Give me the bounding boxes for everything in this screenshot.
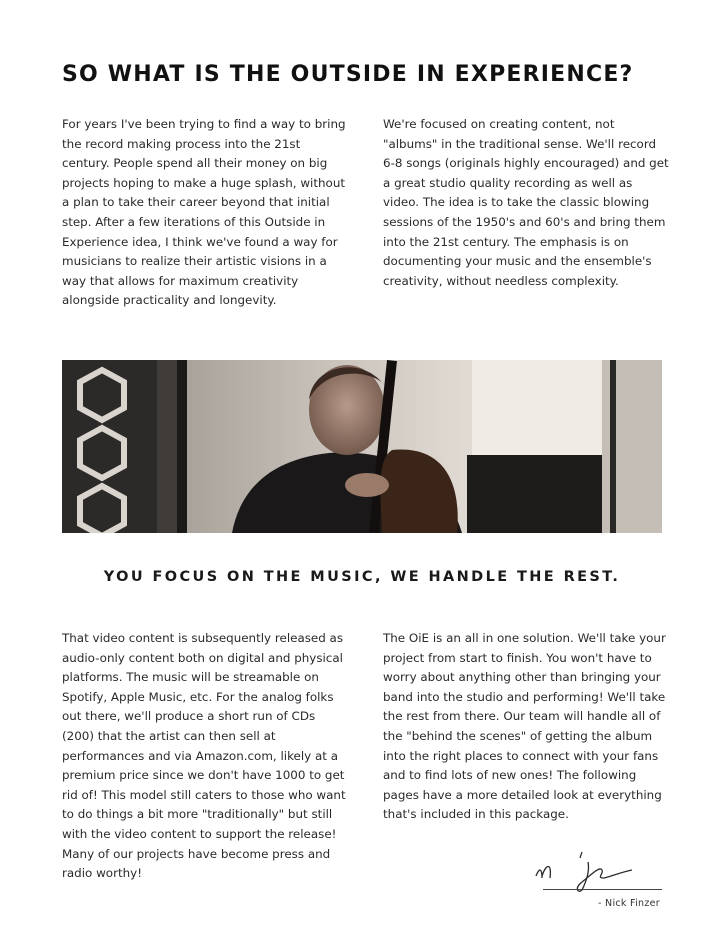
bassist-photo [62, 360, 662, 533]
signature-name: - Nick Finzer [597, 898, 660, 909]
intro-left-paragraph: For years I've been trying to find a way to bring the record making process into the 21st century. People spend all their money on big projects hoping to make a huge splash, without a plan to take their career beyond that initial step. After a few iterations of this Outside in Experience idea, I think we've found a way for musicians to realize their artistic visions in a way that allows for maximum creativity alongside practicality and longevity. [62, 117, 346, 308]
page-title: SO WHAT IS THE OUTSIDE IN EXPERIENCE? [62, 62, 634, 87]
intro-right-paragraph: We're focused on creating content, not "albums" in the traditional sense. We'll record 6-8 songs (originals highly encouraged) and get a great studio quality recording as well as video. The idea is to take the classic blowing sessions of the 1950's and 60's and bring them into the 21st century. The emphasis is on documenting your music and the ensemble's creativity, without needless complexity. [383, 117, 669, 288]
details-right-paragraph: The OiE is an all in one solution. We'll take your project from start to finish. You won't have to worry about anything other than bringing your band into the studio and performing! We'll take the rest from there. Our team will handle all of the "behind the scenes" of getting the album into the right places to connect with your fans and to find lots of new ones! The following pages have a more detailed look at everything that's included in this package. [383, 631, 666, 822]
details-left-paragraph: That video content is subsequently released as audio-only content both on digital and physical platforms. The music will be streamable on Spotify, Apple Music, etc. For the analog folks out there, we'll produce a short run of CDs (200) that the artist can then sell at performances and via Amazon.com, likely at a premium price since we don't have 1000 to get rid of! This model still caters to those who want to do things a bit more "traditionally" but still with the video content to support the release! Many of our projects have become press and radio worthy! [62, 631, 346, 881]
section-subheading: YOU FOCUS ON THE MUSIC, WE HANDLE THE REST. [103, 569, 621, 585]
bassist-photo-illustration [62, 360, 662, 533]
signature-line [543, 889, 662, 890]
